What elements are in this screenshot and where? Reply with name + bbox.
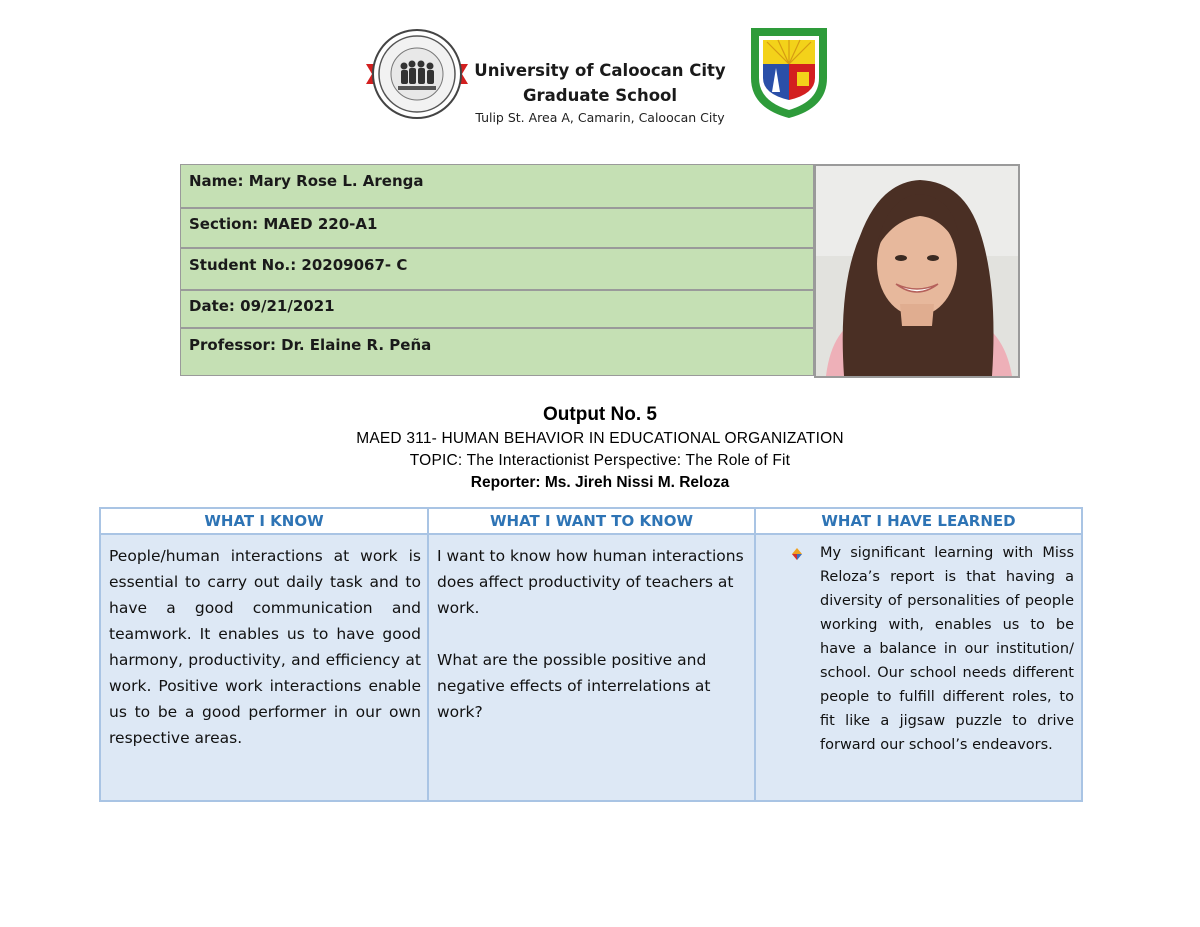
student-number: Student No.: 20209067- C <box>181 249 813 291</box>
course-title: MAED 311- HUMAN BEHAVIOR IN EDUCATIONAL ORGANIZATION <box>356 430 844 447</box>
city-shield-logo <box>747 24 831 120</box>
output-titles <box>300 402 900 494</box>
student-section: Section: MAED 220-A1 <box>181 209 813 249</box>
student-name: Name: Mary Rose L. Arenga <box>181 165 813 209</box>
header-what-i-know: WHAT I KNOW <box>101 509 429 535</box>
institution-header <box>460 58 740 128</box>
header-what-i-have-learned: WHAT I HAVE LEARNED <box>756 509 1081 535</box>
university-name: University of Caloocan City <box>474 61 726 80</box>
topic-title: TOPIC: The Interactionist Perspective: The Role of Fit <box>409 452 791 469</box>
school-address: Tulip St. Area A, Camarin, Caloocan City <box>475 110 725 125</box>
want-question-1: I want to know how human interactions does affect productivity of teachers at work. <box>437 547 744 617</box>
student-info-table <box>180 164 814 376</box>
kwl-table <box>99 507 1083 802</box>
cell-what-i-want-to-know <box>429 535 756 800</box>
submission-date: Date: 09/21/2021 <box>181 291 813 329</box>
learned-text: My significant learning with Miss Reloza’s report is that having a diversity of personalities of people working with, enables us to be have a balance in our institution/ school. Our school needs different people to fulfill different roles, to fit like a jigsaw puzzle to drive forward our school’s endeavors. <box>820 545 1074 753</box>
reporter-name: Reporter: Ms. Jireh Nissi M. Reloza <box>470 474 730 491</box>
school-name: Graduate School <box>522 86 678 105</box>
want-text <box>437 543 749 751</box>
student-photo <box>814 164 1020 378</box>
header-what-i-want-to-know: WHAT I WANT TO KNOW <box>429 509 756 535</box>
professor-name: Professor: Dr. Elaine R. Peña <box>189 336 432 354</box>
cell-what-i-know <box>101 535 429 800</box>
cell-what-i-have-learned <box>756 535 1081 800</box>
diamond-bullet-icon <box>790 547 804 561</box>
want-question-2: What are the possible positive and negative effects of interrelations at work? <box>437 651 711 721</box>
university-seal-logo <box>366 26 468 122</box>
output-number: Output No. 5 <box>543 404 657 425</box>
know-text: People/human interactions at work is essential to carry out daily task and to have a good communication and teamwork. It enables us to have good harmony, productivity, and efficiency at work. Positive work interactions enable us to be a good performer in our own respective areas. <box>109 547 421 747</box>
